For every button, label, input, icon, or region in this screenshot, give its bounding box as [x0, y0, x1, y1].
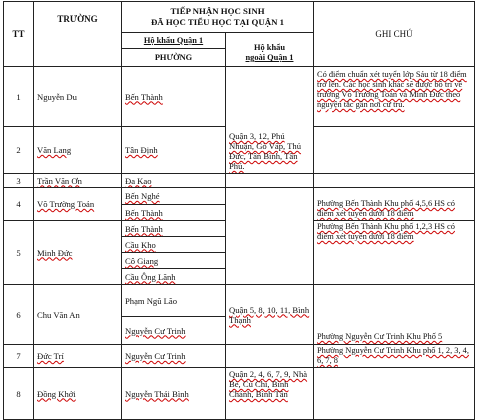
row-4-ward-0: Bến Nghé: [125, 191, 160, 201]
row-3-tt: 3: [4, 174, 34, 188]
row-7-tt: 7: [4, 345, 34, 368]
row-3-school: [34, 174, 122, 188]
header-main-title-line1: TIẾP NHẬN HỌC SINH: [170, 6, 265, 16]
header-ward: PHƯỜNG: [122, 49, 226, 67]
header-tt: TT: [4, 2, 34, 67]
row-1-tt: 1: [4, 67, 34, 127]
row-3-school-text: Trần Văn Ơn: [37, 175, 82, 186]
row-6-note-text: Phường Nguyễn Cư Trinh Khu Phố 5: [317, 332, 443, 341]
row-6-school: Chu Văn An: [34, 285, 122, 345]
row-5-ward-d: [122, 269, 226, 285]
row-8-school: [34, 368, 122, 420]
row-4-ward-1: Bến Thành: [125, 207, 163, 218]
row-6-tt: 6: [4, 285, 34, 345]
row-1-ward-0: Bến Thành: [125, 91, 163, 102]
row-5-school: [34, 221, 122, 285]
header-household-q1: [122, 33, 226, 49]
row-5-ward-b: [122, 237, 226, 253]
row-5-tt: 5: [4, 221, 34, 285]
row-7-ward: [122, 345, 226, 368]
row-5-ward-c: [122, 253, 226, 269]
row-2-note: [314, 127, 475, 174]
header-household-outside-line1: Hộ khẩu: [254, 43, 285, 52]
row-5-note-text: Phường Bến Thành Khu phố 1,2,3 HS có điểm xét tuyển dưới 18 điểm: [317, 222, 455, 241]
row-2-school-text: Văn Lang: [37, 145, 72, 155]
row-5-ward-0: Bến Thành: [125, 223, 163, 234]
row-5-ward-a: [122, 221, 226, 237]
row-3-outside: [226, 174, 314, 188]
row-4-note-text: Phường Bến Thành Khu phố 4,5,6 HS có điểm xét tuyển dưới 18 điểm: [317, 199, 455, 218]
row-8-tt: 8: [4, 368, 34, 420]
row-7-outside: [226, 345, 314, 368]
row-4-note: [314, 188, 475, 221]
row-6-outside-text: Quận 5, 8, 10, 11, Bình Thạnh: [229, 304, 310, 325]
row-3-ward-0: Đa Kao: [125, 175, 152, 186]
row-8-ward-0: Nguyễn Thái Bình: [125, 388, 189, 399]
row-1-note-text: Có điểm chuẩn xét tuyển lớp Sáu từ 18 điểm trở lên. Các học sinh khác sẽ được bố trí về trường Võ Trường Toản và Minh Đức theo nguyện tắc gần nơi cư trú.: [317, 70, 467, 109]
row-4-ward-b: [122, 205, 226, 221]
row-1-school: Nguyễn Du: [34, 67, 122, 127]
row-5-ward-2: Cô Giang: [125, 255, 159, 266]
row-8-ward: [122, 368, 226, 420]
header-note: GHI CHÚ: [314, 2, 475, 67]
row-4-tt: 4: [4, 188, 34, 221]
row-5-ward-1: Cầu Kho: [125, 239, 156, 250]
row-4-school: [34, 188, 122, 221]
row-2-ward-0: Tân Định: [125, 145, 158, 155]
row-3-ward: [122, 174, 226, 188]
row-5-school-text: Minh Đức: [37, 247, 73, 258]
header-school: TRƯỜNG: [34, 2, 122, 67]
row-8-note: [314, 368, 475, 420]
row-7-note: [314, 345, 475, 368]
row-8-outside: [226, 368, 314, 420]
header-household-outside-line2: ngoài Quận 1: [245, 53, 294, 62]
header-main-title-line2: ĐÃ HỌC TIỂU HỌC TẠI QUẬN 1: [150, 17, 285, 27]
row-2-tt: 2: [4, 127, 34, 174]
row-6-ward-b: [122, 317, 226, 345]
header-household-q1-text: Hộ khẩu Quận 1: [143, 35, 204, 45]
row-8-school-text: Đồng Khởi: [37, 388, 76, 399]
row-4-school-text: Võ Trường Toản: [37, 199, 95, 209]
row-2-outside-text: Quận 3, 12, Phú Nhuận, Gò Vấp, Thủ Đức, Tân Bình, Tân Phú.: [229, 131, 302, 171]
row-5-note: [314, 221, 475, 285]
header-main-title: [122, 2, 314, 33]
row-7-note-text: Phường Nguyễn Cư Trinh Khu phố 1, 2, 3, 4, 6, 7, 8: [317, 346, 469, 365]
row-1-ward: [122, 67, 226, 127]
row-6-ward-a: Phạm Ngũ Lão: [122, 285, 226, 317]
admission-table: [3, 1, 475, 420]
row-1-2-outside: [226, 67, 314, 174]
row-2-ward: [122, 127, 226, 174]
row-3-note: [314, 174, 475, 188]
row-2-school: [34, 127, 122, 174]
row-7-school-text: Đức Trí: [37, 351, 64, 361]
row-6-note: [314, 285, 475, 345]
row-1-note: [314, 67, 475, 127]
row-4-ward-a: [122, 188, 226, 205]
row-8-outside-text: Quận 2, 4, 6, 7, 9, Nhà Bè, Củ Chi, Bình Chánh, Bình Tân: [229, 369, 308, 399]
row-7-school: [34, 345, 122, 368]
row-7-ward-0: Nguyễn Cư Trinh: [125, 351, 186, 361]
header-household-outside: [226, 33, 314, 67]
row-6-ward-1: Nguyễn Cư Trinh: [125, 325, 186, 336]
row-6-outside: [226, 285, 314, 345]
row-5-ward-3: Cầu Ông Lãnh: [125, 271, 176, 282]
row-4-5-outside: [226, 188, 314, 285]
